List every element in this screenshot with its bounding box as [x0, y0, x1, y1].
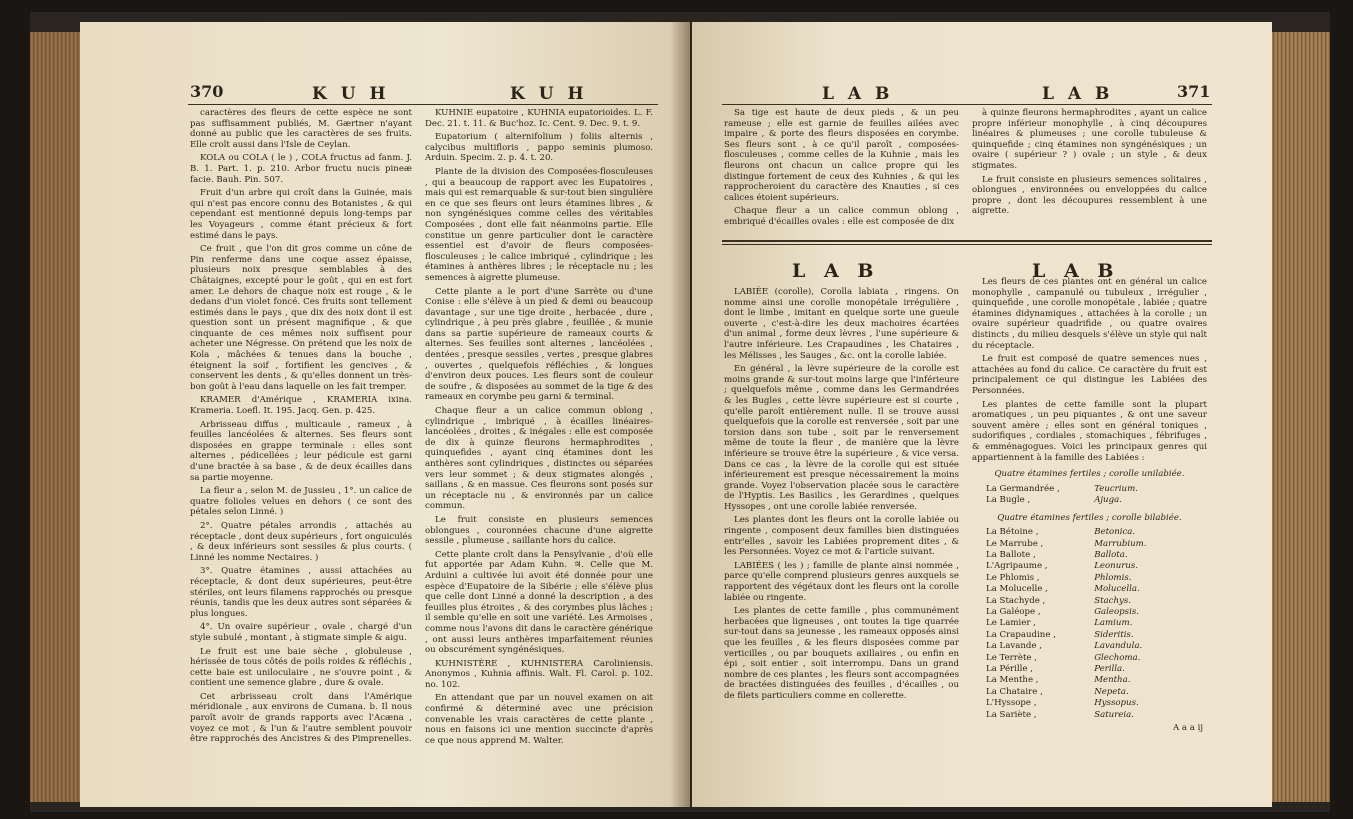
table-row [972, 607, 1207, 618]
running-head: K U H [312, 84, 390, 104]
common-name: Le Phlomis , [986, 572, 1040, 583]
table-row [972, 698, 1207, 709]
table-row [972, 630, 1207, 641]
paragraph: Chaque fleur a un calice commun oblong , embriqué d'écailles ovales : elle est composée de dix [724, 206, 959, 227]
common-name: La Galéope , [986, 606, 1041, 617]
table-row [972, 495, 1207, 506]
signature-mark: A a a ij [1172, 723, 1203, 733]
table-row [972, 710, 1207, 721]
page-number: 371 [1177, 82, 1211, 101]
common-name: La Molucelle , [986, 584, 1048, 595]
common-name: La Bétoine , [986, 527, 1039, 538]
table-row [972, 561, 1207, 572]
paragraph: Le fruit est composé de quatre semences nues , attachées au fond du calice. Ce caractère du fruit est principalement ce qui distingue les Labiées des Personnées. [972, 354, 1207, 396]
latin-name: Sideritis. [1094, 629, 1134, 640]
latin-name: Leonurus. [1094, 561, 1139, 572]
common-name: La Chataire , [986, 686, 1043, 697]
paragraph: KUHNISTÈRE , KUHNISTERA Caroliniensis. Anonymos , Kuhnia affinis. Walt. Fl. Carol. p. 102. no. 102. [425, 658, 653, 690]
table-row [972, 584, 1207, 595]
text-column-top-2 [972, 108, 1207, 220]
paragraph: En attendant que par un nouvel examen on ait confirmé & déterminé avec une précision convenable les vrais caractères de cette plante , nous en faisons ici une mention succincte d'après ce que nous apprend M. Walter. [425, 693, 653, 746]
table-row [972, 653, 1207, 664]
paragraph: 3°. Quatre étamines , aussi attachées au réceptacle, & dont deux supérieures, peut-être stériles, ont leurs filamens rapprochés ou presque réunis, tandis que les deux autres sont séparées & plus longues. [190, 566, 412, 619]
paragraph: La fleur a , selon M. de Jussieu , 1°. un calice de quatre folioles velues en dehors ( ce sont des pétales selon Linné. ) [190, 486, 412, 518]
latin-name: Molucella. [1094, 584, 1140, 595]
table-row [972, 539, 1207, 550]
paragraph: Les fleurs de ces plantes ont en général un calice monophylle , campanulé ou tubuleux , irrégulier , quinquefide , une corolle monopétale , labiée ; quatre étamines didynamiques , attachées à la corolle ; un ovaire supérieur quadrifide , ou quatre ovaires distincts , du milieu desquels s'élève un style qui naît du réceptacle. [972, 277, 1207, 351]
paragraph: Chaque fleur a un calice commun oblong , cylindrique , imbriqué , à écailles linéaires-lancéolées , droites , & inégales : elle est composée de dix à quinze fleurons hermaphrodites , quinquefides , ayant cinq étamines dont les anthères sont cylindriques , distinctes ou séparées vers leur sommet ; & deux stigmates alongés , saillans , & en massue. Ces fleurons sont posés sur un réceptacle nu , & environnés par un calice commun. [425, 406, 653, 512]
common-name: L'Agripaume , [986, 561, 1048, 572]
paragraph: 4°. Un ovaire supérieur , ovale , chargé d'un style subulé , montant , à stigmate simple & aigu. [190, 622, 412, 643]
left-page [80, 22, 690, 807]
latin-name: Teucrium. [1094, 483, 1138, 494]
latin-name: Galeopsis. [1094, 606, 1139, 617]
paragraph: Les plantes de cette famille sont la plupart aromatiques , un peu piquantes , & ont une saveur souvent amère ; elles sont en général toniques , sudorifiques , cordiales , stomachiques , fébrifuges , & emménagogues. Voici les principaux genres qui appartiennent à la famille des Labiées : [972, 399, 1207, 463]
table-heading: Quatre étamines fertiles ; corolle unilabiée. [994, 469, 1185, 480]
header-rule [188, 104, 658, 105]
common-name: La Stachyde , [986, 595, 1046, 606]
table-row [972, 675, 1207, 686]
latin-name: Satureia. [1094, 709, 1134, 720]
text-column-bottom-2 [972, 277, 1207, 734]
page-number: 370 [190, 82, 224, 101]
latin-name: Stachys. [1094, 595, 1131, 606]
paragraph: Cet arbrisseau croît dans l'Amérique méridionale , aux environs de Cumana. b. Il nous paroît avoir de grands rapports avec l'Acæna , voyez ce mot , & l'un & l'autre semblent pouvoir être rapprochés des Ancistres & des Pimprenelles. [190, 691, 412, 745]
paragraph: caractères des fleurs de cette espèce ne sont pas suffisamment publiés, M. Gærtner n'ayant donné au public que les caractères de ses fruits. Elle croît aussi dans l'Isle de Ceylan. [190, 108, 412, 150]
latin-name: Mentha. [1094, 675, 1131, 686]
paragraph: Le fruit consiste en plusieurs semences oblongues , couronnées chacune d'une aigrette sessile , plumeuse , saillante hors du calice. [425, 514, 653, 547]
latin-name: Nepeta. [1094, 686, 1129, 697]
latin-name: Perilla. [1094, 663, 1125, 674]
latin-name: Lavandula. [1094, 641, 1143, 652]
header-rule [722, 104, 1212, 105]
common-name: Le Lamier , [986, 618, 1036, 629]
latin-name: Ballota. [1094, 549, 1128, 560]
paragraph: Cette plante croît dans la Pensylvanie , d'où elle fut apportée par Adam Kuhn. ♃. Celle que M. Arduini a cultivée lui avoit été donnée pour une espèce d'Eupatoire de la Sibérie ; elle s'élève plus que celle dont Linné a donné la description , a des feuilles plus étroites , & des corymbes plus lâches ; il semble qu'elle en soit une variété. Les Armoises , comme nous l'avons dit dans le caractère générique , ont aussi leurs anthères imparfaitement réunies ou obscurément syngénésiques. [425, 549, 653, 656]
text-column-bottom-1 [724, 287, 959, 705]
paragraph: Ce fruit , que l'on dit gros comme un cône de Pin renferme dans une coque assez épaisse, plusieurs noix presque semblables à des Châtaignes, excepté pour le goût , qui en est fort amer. Le dehors de chaque noix est rouge , & le dedans d'un violet foncé. Ces fruits sont tellement estimés dans le pays , que dix des noix dont il est question sont un présent magnifique , & que cinquante de ces mêmes noix suffisent pour acheter une Négresse. On prétend que les noix de Kola , mâchées & tenues dans la bouche , éteignent la soif , fortifient les gencives , & conservent les dents , & qu'elles donnent un très-bon goût à l'eau dans laquelle on les fait tremper. [190, 244, 412, 392]
paragraph: En général , la lèvre supérieure de la corolle est moins grande & sur-tout moins large que l'inférieure ; quelquefois même , comme dans les Germandrées & les Bugles , cette lèvre supérieure est si courte , qu'elle paroît entièrement nulle. Il se trouve aussi quelquefois que la corolle est renversée , soit par une torsion dans son tube , soit par le renversement même de toute la fleur , de manière que la lèvre inférieure se trouve être la supérieure , & vice versa. Dans ce cas , la lèvre de la corolle qui est située inférieurement est presque nécessairement la moins grande. Voyez l'observation placée sous le caractère de l'Hyptis. Les Basilics , les Gerardines , quelques Hyssopes , ont une corolle labiée renversée. [724, 364, 959, 512]
common-name: Le Marrube , [986, 538, 1044, 549]
paragraph: Cette plante a le port d'une Sarrète ou d'une Conise : elle s'élève à un pied & demi ou beaucoup davantage , sur une tige droite , herbacée , dure , cylindrique , à peu près glabre , feuillée , & munie dans sa partie supérieure de rameaux courts & alternes. Ses feuilles sont alternes , lancéolées , dentées , presque sessiles , vertes , presque glabres , ouvertes , quelquefois réfléchies , & longues d'environ deux pouces. Les fleurs sont de couleur de soufre , & disposées au sommet de la tige & des rameaux en corymbe peu garni & terminal. [425, 286, 653, 403]
section-rule [722, 244, 1212, 245]
latin-name: Phlomis. [1094, 572, 1132, 583]
paragraph: 2°. Quatre pétales arrondis , attachés au réceptacle , dont deux supérieurs , fort onguiculés , & deux inférieurs sont sessiles & plus courts. ( Linné les nomme Nectaires. ) [190, 520, 412, 563]
latin-name: Betonica. [1094, 527, 1136, 538]
paragraph: à quinze fleurons hermaphrodites , ayant un calice propre inférieur monophylle , à cinq découpures linéaires & plumeuses ; une corolle tubuleuse & quinquefide ; cinq étamines non syngénésiques ; un ovaire ( supérieur ? ) ovale ; un style , & deux stigmates. [972, 108, 1207, 171]
paragraph: KOLA ou COLA ( le ) , COLA fructus ad fanm. J. B. 1. Part. 1. p. 210. Arbor fructu nucis pineæ facie. Bauh. Pin. 507. [190, 153, 412, 185]
latin-name: Ajuga. [1094, 495, 1122, 506]
common-name: La Menthe , [986, 675, 1039, 686]
genus-table-bilabiate [972, 527, 1207, 721]
table-row [972, 484, 1207, 495]
table-heading: Quatre étamines fertiles ; corolle bilabiée. [997, 512, 1182, 523]
table-row [972, 573, 1207, 584]
table-row [972, 618, 1207, 629]
paragraph: LABIÉE (corolle), Corolla labiata , ringens. On nomme ainsi une corolle monopétale irrégulière , dont le limbe , imitant en quelque sorte une gueule ouverte , c'est-à-dire les deux machoires écartées d'un animal , forme deux lèvres , l'une supérieure & l'autre inférieure. Les Crapaudines , les Chataires , les Mélisses , les Sauges , &c. ont la corolle labiée. [724, 287, 959, 361]
common-name: La Germandrée , [986, 483, 1060, 494]
right-page [692, 22, 1272, 807]
common-name: La Sariète , [986, 709, 1037, 720]
section-heading: L A B [1032, 260, 1120, 282]
table-row [972, 687, 1207, 698]
paragraph: Sa tige est haute de deux pieds , & un peu rameuse ; elle est garnie de feuilles ailées avec impaire , & porte des fleurs disposées en corymbe. Ses fleurs sont , à ce qu'il paroît , composées-flosculeuses , comme celles de la Kuhnie , mais les fleurons ont chacun un calice propre qui les distingue fortement de ceux des Kuhnies , & qui les rapprocheroient du caractère des Knauties , si ces calices étoient supérieurs. [724, 108, 959, 203]
table-row [972, 596, 1207, 607]
common-name: La Bugle , [986, 495, 1031, 506]
table-row [972, 550, 1207, 561]
latin-name: Hyssopus. [1094, 698, 1139, 709]
latin-name: Lamium. [1094, 618, 1133, 629]
paragraph: Arbrisseau diffus , multicaule , rameux , à feuilles lancéolées & alternes. Ses fleurs sont disposées en grappe terminale : elles sont alternes , pédicellées ; leur pédicule est garni d'une bractée à sa base , & de deux écailles dans sa partie moyenne. [190, 419, 412, 483]
paragraph: Les plantes de cette famille , plus communément herbacées que ligneuses , ont toutes la tige quarrée sur-tout dans sa jeunesse , les rameaux opposés ainsi que les feuilles , & les fleurs disposées comme par verticilles , ou par bouquets axillaires , ou enfin en épi , soit entier , soit interrompu. Dans un grand nombre de ces plantes , les fleurs sont accompagnées de bractées distinguées des feuilles , d'écailles , ou de filets particuliers comme en collerette. [724, 606, 959, 701]
latin-name: Glechoma. [1094, 652, 1141, 663]
page-edges-right [1270, 32, 1330, 802]
paragraph: Le fruit est une baie sèche , globuleuse , hérissée de tous côtés de poils roides & réfléchis , cette baie est uniloculaire , ne s'ouvre point , & contient une semence glabre , dure & ovale. [190, 646, 412, 689]
latin-name: Marrubium. [1094, 538, 1147, 549]
running-head: L A B [822, 84, 894, 104]
table-row [972, 664, 1207, 675]
table-row [972, 641, 1207, 652]
text-column-2 [425, 108, 653, 749]
paragraph: Le fruit consiste en plusieurs semences solitaires , oblongues , environnées ou enveloppées du calice propre , dont les découpures ressemblent à une aigrette. [972, 174, 1207, 217]
common-name: L'Hyssope , [986, 698, 1037, 709]
open-book [30, 12, 1330, 812]
common-name: La Ballote , [986, 549, 1036, 560]
paragraph: KRAMER d'Amérique , KRAMERIA ixina. Krameria. Loefl. It. 195. Jacq. Gen. p. 425. [190, 395, 412, 417]
common-name: Le Terrète , [986, 652, 1037, 663]
table-row [972, 527, 1207, 538]
text-column-top-1 [724, 108, 959, 231]
text-column-1 [190, 108, 412, 748]
section-heading: L A B [792, 260, 880, 282]
paragraph: LABIÉES ( les ) ; famille de plante ainsi nommée , parce qu'elle comprend plusieurs genres auxquels se rapportent des végétaux dont les fleurs ont la corolle labiée ou ringente. [724, 560, 959, 603]
paragraph: Plante de la division des Composées-flosculeuses , qui a beaucoup de rapport avec les Eupatoires , mais qui est remarquable & sur-tout bien singulière en ce que ses fleurs ont leurs étamines libres , & non syngénésiques comme celles des véritables Composées , dont elle fait néanmoins partie. Elle constitue un genre particulier dont le caractère essentiel est d'avoir de fleurs composées-flosculeuses ; le calice imbriqué , cylindrique ; les étamines à anthères libres ; le réceptacle nu ; les semences à aigrette plumeuse. [425, 166, 653, 283]
common-name: La Pérille , [986, 663, 1033, 674]
page-edges-left [30, 32, 85, 802]
paragraph: KUHNIE eupatoire , KUHNIA eupatorioides. L. F. Dec. 21. t. 11. & Buc'hoz. Ic. Cent. 9. Dec. 9. t. 9. [425, 108, 653, 129]
running-head: K U H [510, 84, 588, 104]
running-head: L A B [1042, 84, 1114, 104]
common-name: La Crapaudine , [986, 629, 1056, 640]
genus-table-unilabiate [972, 484, 1207, 507]
paragraph: Les plantes dont les fleurs ont la corolle labiée ou ringente , composent deux familles bien distinguées entr'elles , savoir les Labiées proprement dites , & les Personnées. Voyez ce mot & l'article suivant. [724, 515, 959, 558]
common-name: La Lavande , [986, 641, 1042, 652]
paragraph: Fruit d'un arbre qui croît dans la Guinée, mais qui n'est pas encore connu des Botanistes , & qui cependant est mentionné depuis long-temps par les Voyageurs , comme étant précieux & fort estimé dans le pays. [190, 188, 412, 241]
section-rule [722, 240, 1212, 242]
paragraph: Eupatorium ( alternifolium ) foliis alternis , calycibus multifloris , pappo seminis plumoso. Arduin. Specim. 2. p. 4. t. 20. [425, 132, 653, 164]
